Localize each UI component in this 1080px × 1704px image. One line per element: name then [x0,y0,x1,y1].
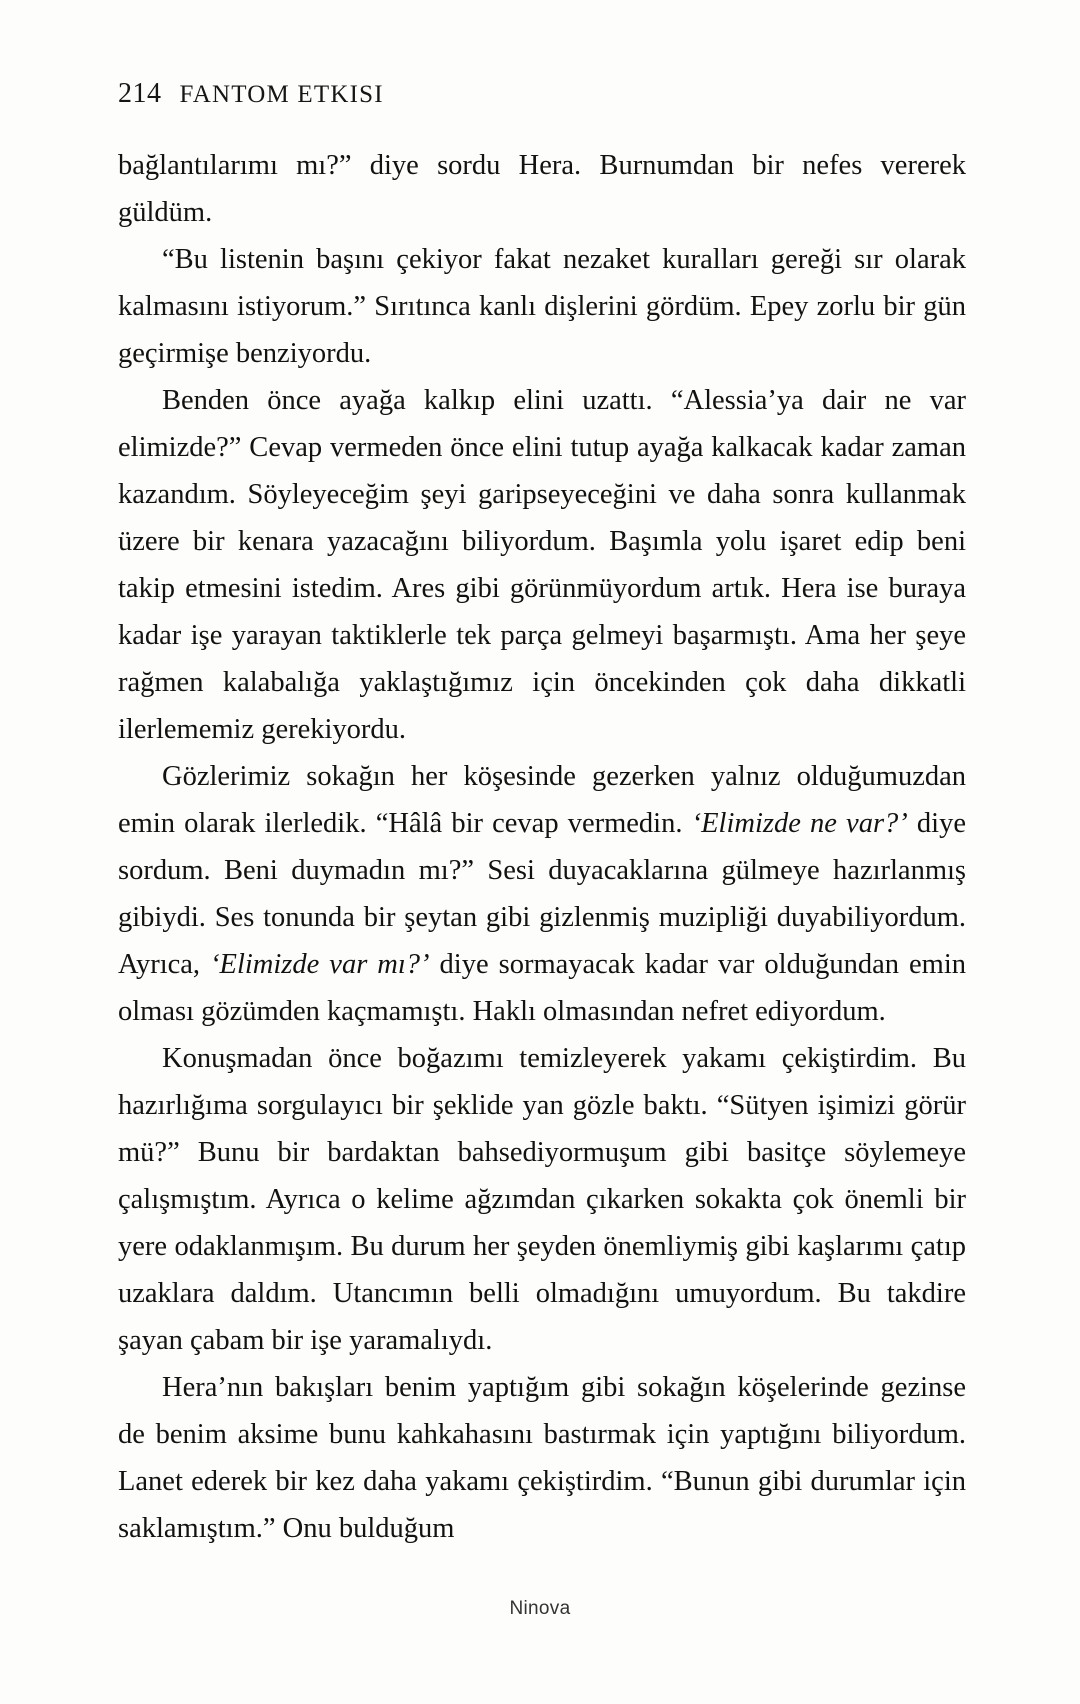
paragraph: “Bu listenin başını çekiyor fakat nezaket kuralları gereği sır olarak kalmasını istiyorum.” Sırıtınca kanlı dişlerini gördüm. Epey zorlu bir gün geçirmişe benziyordu. [118,244,966,369]
page-number: 214 [118,78,162,109]
page-body [118,142,966,1552]
running-title: FANTOM ETKISI [179,81,384,108]
paragraph: Benden önce ayağa kalkıp elini uzattı. “Alessia’ya dair ne var elimizde?” Cevap vermeden önce elini tutup ayağa kalkacak kadar zaman kazandım. Söyleyeceğim şeyi garipseyeceğini ve daha sonra kullanmak üzere bir kenara yazacağını biliyordum. Başımla yolu işaret edip beni takip etmesini istedim. Ares gibi görünmüyordum artık. Hera ise buraya kadar işe yarayan taktiklerle tek parça gelmeyi başarmıştı. Ama her şeye rağmen kalabalığa yaklaştığımız için öncekinden çok daha dikkatli ilerlememiz gerekiyordu. [118,385,966,745]
paragraph: bağlantılarımı mı?” diye sordu Hera. Burnumdan bir nefes vererek güldüm. [118,150,966,228]
paragraph: Konuşmadan önce boğazımı temizleyerek yakamı çekiştirdim. Bu hazırlığıma sorgulayıcı bir şeklide yan gözle baktı. “Sütyen işimizi görür mü?” Bunu bir bardaktan bahsediyormuşum gibi basitçe söylemeye çalışmıştım. Ayrıca o kelime ağzımdan çıkarken sokakta çok önemli bir yere odaklanmışım. Bu durum her şeyden önemliymiş gibi kaşlarımı çatıp uzaklara daldım. Utancımın belli olmadığını umuyordum. Bu takdire şayan çabam bir işe yaramalıydı. [118,1043,966,1356]
page-header [118,78,384,110]
paragraph: Gözlerimiz sokağın her köşesinde gezerken yalnız olduğumuzdan emin olarak ilerledik. “Hâlâ bir cevap vermedin. ‘Elimizde ne var?’ diye sordum. Beni duymadın mı?” Sesi duyacaklarına gülmeye hazırlanmış gibiydi. Ses tonunda bir şeytan gibi gizlenmiş muzipliği duyabiliyordum. Ayrıca, ‘Elimizde var mı?’ diye sormayacak kadar var olduğundan emin olması gözümden kaçmamıştı. Haklı olmasından nefret ediyordum. [118,761,966,1027]
page-footer: Ninova [509,1598,571,1619]
paragraph: Hera’nın bakışları benim yaptığım gibi sokağın köşelerinde gezinse de benim aksime bunu kahkahasını bastırmak için yaptığını biliyordum. Lanet ederek bir kez daha yakamı çekiştirdim. “Bunun gibi durumlar için saklamıştım.” Onu bulduğum [118,1372,966,1544]
